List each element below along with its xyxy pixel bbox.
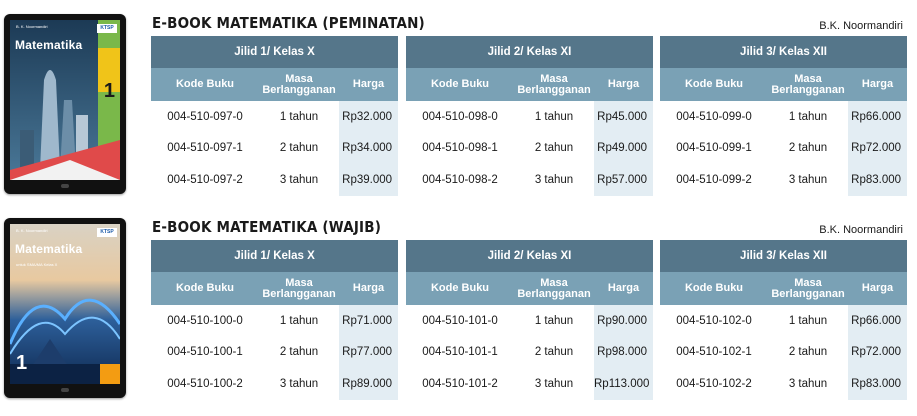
book-code: 004-510-099-2 <box>660 164 768 196</box>
column-header-kode: Kode Buku <box>406 272 514 305</box>
table-row <box>660 337 907 369</box>
publisher-badge: KTSP <box>97 228 117 237</box>
cover-subtitle: untuk SMA/MA Kelas X <box>16 262 58 267</box>
price: Rp72.000 <box>848 133 907 165</box>
table-row <box>151 337 398 369</box>
table-row <box>406 133 653 165</box>
table-row <box>151 305 398 337</box>
table-row <box>151 133 398 165</box>
table-row <box>406 368 653 400</box>
table-row <box>406 101 653 133</box>
column-header-masa: Masa Berlangganan <box>768 68 848 101</box>
price: Rp72.000 <box>848 337 907 369</box>
column-header-kode: Kode Buku <box>406 68 514 101</box>
price: Rp83.000 <box>848 164 907 196</box>
section-peminatan <box>0 6 917 206</box>
column-header-masa: Masa Berlangganan <box>514 68 594 101</box>
price-table-jilid-1 <box>151 240 398 400</box>
price-table-jilid-1 <box>151 36 398 196</box>
subscription-period: 3 tahun <box>259 368 339 400</box>
cover-author: B. K. Noormandiri <box>16 228 48 233</box>
table-caption: Jilid 1/ Kelas X <box>151 240 398 272</box>
table-caption: Jilid 3/ Kelas XII <box>660 36 907 68</box>
subscription-period: 2 tahun <box>259 337 339 369</box>
cover-volume-number: 1 <box>103 80 115 102</box>
cover-screen <box>10 20 120 180</box>
tablet-home-button <box>61 388 69 392</box>
price: Rp39.000 <box>339 164 398 196</box>
cover-author: B. K. Noormandiri <box>16 24 48 29</box>
price: Rp34.000 <box>339 133 398 165</box>
book-code: 004-510-098-1 <box>406 133 514 165</box>
subscription-period: 2 tahun <box>768 133 848 165</box>
subscription-period: 1 tahun <box>514 305 594 337</box>
book-cover-peminatan[interactable] <box>4 14 126 194</box>
section-wajib <box>0 210 917 410</box>
book-code: 004-510-100-1 <box>151 337 259 369</box>
price: Rp90.000 <box>594 305 653 337</box>
column-header-kode: Kode Buku <box>660 272 768 305</box>
subscription-period: 3 tahun <box>514 368 594 400</box>
subscription-period: 3 tahun <box>768 164 848 196</box>
subscription-period: 2 tahun <box>768 337 848 369</box>
table-caption: Jilid 2/ Kelas XI <box>406 240 653 272</box>
price: Rp71.000 <box>339 305 398 337</box>
book-code: 004-510-097-0 <box>151 101 259 133</box>
book-code: 004-510-098-2 <box>406 164 514 196</box>
price: Rp89.000 <box>339 368 398 400</box>
author-name: B.K. Noormandiri <box>819 20 903 32</box>
cover-title: Matematika <box>15 242 83 256</box>
price: Rp57.000 <box>594 164 653 196</box>
subscription-period: 1 tahun <box>259 101 339 133</box>
price: Rp77.000 <box>339 337 398 369</box>
table-row <box>660 164 907 196</box>
subscription-period: 3 tahun <box>259 164 339 196</box>
table-row <box>406 337 653 369</box>
subscription-period: 1 tahun <box>259 305 339 337</box>
column-header-harga: Harga <box>848 272 907 305</box>
table-row <box>151 101 398 133</box>
column-header-harga: Harga <box>594 68 653 101</box>
cover-volume-number: 1 <box>16 352 28 374</box>
price: Rp66.000 <box>848 101 907 133</box>
price-table-jilid-3 <box>660 240 907 400</box>
book-code: 004-510-097-1 <box>151 133 259 165</box>
column-header-masa: Masa Berlangganan <box>768 272 848 305</box>
book-code: 004-510-101-2 <box>406 368 514 400</box>
price: Rp66.000 <box>848 305 907 337</box>
column-header-masa: Masa Berlangganan <box>514 272 594 305</box>
price: Rp98.000 <box>594 337 653 369</box>
subscription-period: 3 tahun <box>514 164 594 196</box>
book-code: 004-510-102-0 <box>660 305 768 337</box>
column-header-kode: Kode Buku <box>151 68 259 101</box>
book-cover-wajib[interactable] <box>4 218 126 398</box>
column-header-harga: Harga <box>848 68 907 101</box>
subscription-period: 1 tahun <box>768 101 848 133</box>
table-caption: Jilid 1/ Kelas X <box>151 36 398 68</box>
price: Rp45.000 <box>594 101 653 133</box>
author-name: B.K. Noormandiri <box>819 224 903 236</box>
column-header-harga: Harga <box>594 272 653 305</box>
price-table-jilid-2 <box>406 240 653 400</box>
cover-title: Matematika <box>15 38 83 52</box>
book-code: 004-510-101-1 <box>406 337 514 369</box>
subscription-period: 2 tahun <box>259 133 339 165</box>
table-row <box>660 101 907 133</box>
book-code: 004-510-099-1 <box>660 133 768 165</box>
column-header-masa: Masa Berlangganan <box>259 272 339 305</box>
section-title: E-BOOK MATEMATIKA (PEMINATAN) <box>152 14 425 32</box>
book-code: 004-510-102-2 <box>660 368 768 400</box>
table-caption: Jilid 2/ Kelas XI <box>406 36 653 68</box>
price: Rp32.000 <box>339 101 398 133</box>
section-title: E-BOOK MATEMATIKA (WAJIB) <box>152 218 382 236</box>
book-code: 004-510-101-0 <box>406 305 514 337</box>
book-code: 004-510-100-0 <box>151 305 259 337</box>
book-code: 004-510-099-0 <box>660 101 768 133</box>
price: Rp113.000 <box>594 368 653 400</box>
cover-screen <box>10 224 120 384</box>
table-caption: Jilid 3/ Kelas XII <box>660 240 907 272</box>
table-row <box>406 164 653 196</box>
price: Rp49.000 <box>594 133 653 165</box>
subscription-period: 1 tahun <box>514 101 594 133</box>
subscription-period: 2 tahun <box>514 133 594 165</box>
table-row <box>151 164 398 196</box>
column-header-masa: Masa Berlangganan <box>259 68 339 101</box>
price-table-jilid-2 <box>406 36 653 196</box>
publisher-badge: KTSP <box>97 24 117 33</box>
table-row <box>660 368 907 400</box>
column-header-kode: Kode Buku <box>151 272 259 305</box>
subscription-period: 1 tahun <box>768 305 848 337</box>
book-code: 004-510-100-2 <box>151 368 259 400</box>
book-code: 004-510-097-2 <box>151 164 259 196</box>
price: Rp83.000 <box>848 368 907 400</box>
book-code: 004-510-098-0 <box>406 101 514 133</box>
column-header-harga: Harga <box>339 68 398 101</box>
column-header-kode: Kode Buku <box>660 68 768 101</box>
book-code: 004-510-102-1 <box>660 337 768 369</box>
column-header-harga: Harga <box>339 272 398 305</box>
price-table-jilid-3 <box>660 36 907 196</box>
table-row <box>660 305 907 337</box>
subscription-period: 3 tahun <box>768 368 848 400</box>
table-row <box>660 133 907 165</box>
tablet-home-button <box>61 184 69 188</box>
subscription-period: 2 tahun <box>514 337 594 369</box>
table-row <box>151 368 398 400</box>
table-row <box>406 305 653 337</box>
